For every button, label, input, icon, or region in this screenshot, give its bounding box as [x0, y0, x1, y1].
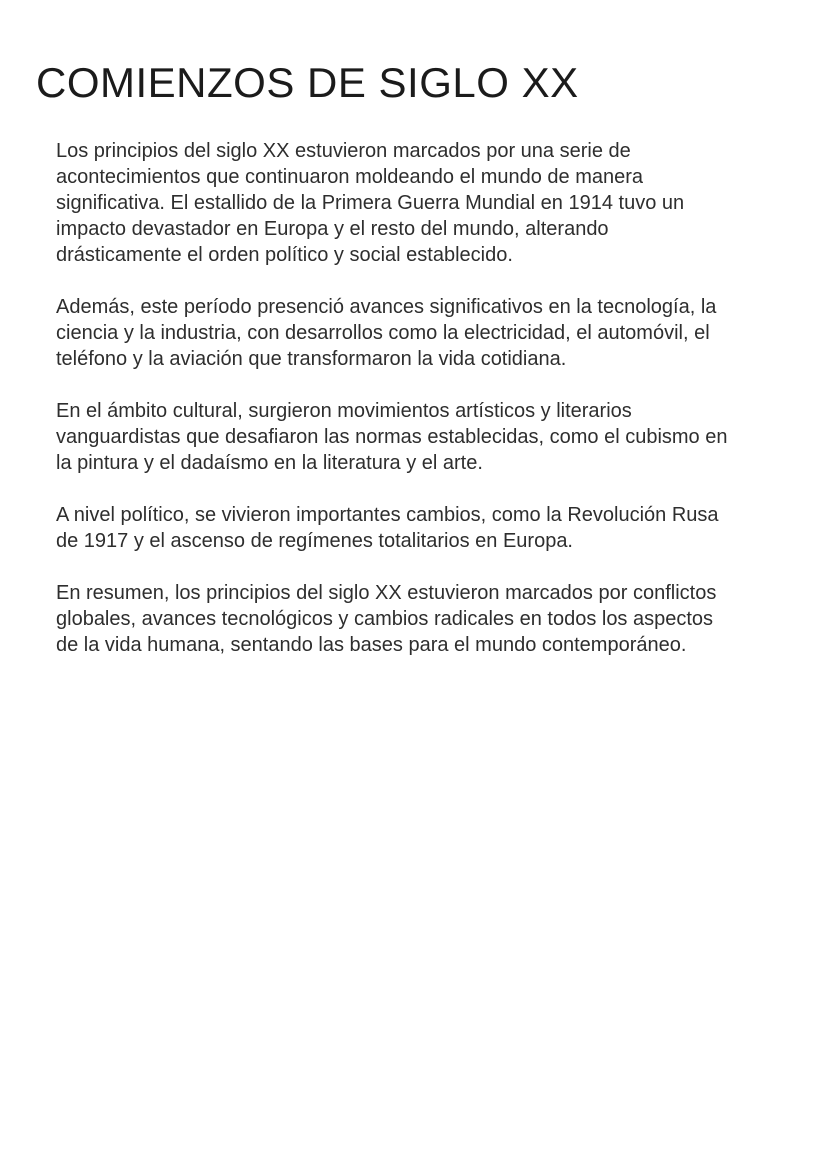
paragraph-intro-wwi: Los principios del siglo XX estuvieron marcados por una serie de acontecimientos que continuaron moldeando el mundo de manera significativa. El estallido de la Primera Guerra Mundial en 1914 tuvo un impacto devastador en Europa y el resto del mundo, alterando drásticamente el orden político y social establecido. — [56, 140, 685, 267]
paragraph-summary: En resumen, los principios del siglo XX estuvieron marcados por conflictos globales, avances tecnológicos y cambios radicales en todos los aspectos de la vida humana, sentando las bases para el mundo contemporáneo. — [56, 582, 717, 657]
paragraph-politics: A nivel político, se vivieron importantes cambios, como la Revolución Rusa de 1917 y el ascenso de regímenes totalitarios en Europa. — [56, 504, 719, 553]
document-body — [36, 138, 736, 658]
page-title: COMIENZOS DE SIGLO XX — [36, 59, 579, 106]
paragraph-technology: Además, este período presenció avances significativos en la tecnología, la ciencia y la industria, con desarrollos como la electricidad, el automóvil, el teléfono y la aviación que transformaron la vida cotidiana. — [56, 296, 717, 371]
paragraph-culture: En el ámbito cultural, surgieron movimientos artísticos y literarios vanguardistas que desafiaron las normas establecidas, como el cubismo en la pintura y el dadaísmo en la literatura y el arte. — [56, 400, 728, 475]
